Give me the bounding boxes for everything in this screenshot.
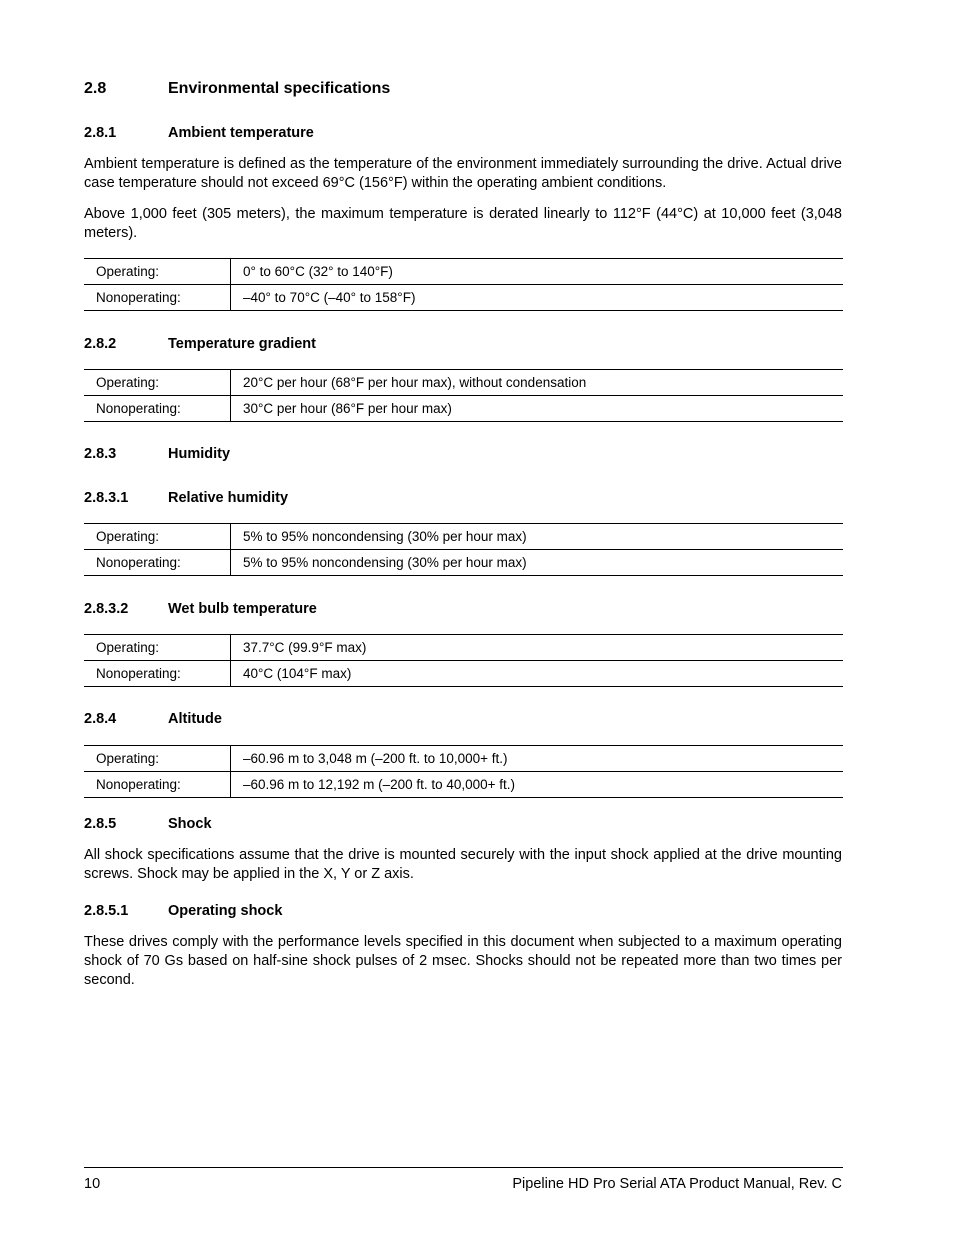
section-title: Ambient temperature (168, 125, 314, 141)
spec-value: 40°C (104°F max) (231, 661, 844, 687)
spec-label: Operating: (84, 370, 231, 396)
section-heading-2-8 (84, 80, 784, 100)
section-number: 2.8.1 (84, 125, 117, 141)
ambient-paragraph-1: Ambient temperature is defined as the temperature of the environment immediately surrounding the drive. Actual drive case temperature should not exceed 69°C (156°F) within the operating ambient conditions. (84, 156, 842, 191)
spec-label: Operating: (84, 746, 231, 772)
spec-value: 5% to 95% noncondensing (30% per hour max) (231, 550, 844, 576)
section-number: 2.8.4 (84, 711, 117, 727)
section-heading-2-8-5 (84, 816, 784, 834)
section-heading-2-8-3-1 (84, 490, 784, 508)
section-title: Shock (168, 816, 212, 832)
section-heading-2-8-3-2 (84, 601, 784, 619)
footer-rule (84, 1167, 843, 1168)
section-title: Temperature gradient (168, 336, 316, 352)
table-row (84, 524, 843, 550)
table-row (84, 635, 843, 661)
section-number: 2.8.2 (84, 336, 117, 352)
section-heading-2-8-2 (84, 336, 784, 354)
spec-value: –60.96 m to 3,048 m (–200 ft. to 10,000+ ft.) (231, 746, 844, 772)
ambient-paragraph-2: Above 1,000 feet (305 meters), the maximum temperature is derated linearly to 112°F (44°C) at 10,000 feet (3,048 meters). (84, 206, 842, 241)
table-row (84, 746, 843, 772)
spec-value: 0° to 60°C (32° to 140°F) (231, 259, 844, 285)
section-title: Environmental specifications (168, 80, 391, 97)
spec-value: 30°C per hour (86°F per hour max) (231, 396, 844, 422)
spec-value: –40° to 70°C (–40° to 158°F) (231, 285, 844, 311)
section-number: 2.8.3.1 (84, 490, 129, 506)
spec-label: Nonoperating: (84, 661, 231, 687)
section-heading-2-8-4 (84, 711, 784, 729)
shock-paragraph: All shock specifications assume that the drive is mounted securely with the input shock applied at the drive mounting screws. Shock may be applied in the X, Y or Z axis. (84, 847, 842, 882)
table-row (84, 285, 843, 311)
section-title: Altitude (168, 711, 222, 727)
section-title: Relative humidity (168, 490, 289, 506)
document-title: Pipeline HD Pro Serial ATA Product Manual, Rev. C (512, 1176, 842, 1192)
temperature-gradient-table (84, 369, 843, 422)
section-number: 2.8 (84, 80, 107, 97)
section-number: 2.8.5 (84, 816, 117, 832)
section-number: 2.8.3 (84, 446, 117, 462)
table-row (84, 259, 843, 285)
section-heading-2-8-1 (84, 125, 784, 143)
spec-value: 20°C per hour (68°F per hour max), without condensation (231, 370, 844, 396)
spec-value: 37.7°C (99.9°F max) (231, 635, 844, 661)
spec-label: Nonoperating: (84, 396, 231, 422)
ambient-temperature-table (84, 258, 843, 311)
page-number: 10 (84, 1176, 101, 1192)
table-row (84, 661, 843, 687)
spec-label: Nonoperating: (84, 285, 231, 311)
wet-bulb-temperature-table (84, 634, 843, 687)
spec-label: Operating: (84, 524, 231, 550)
table-row (84, 396, 843, 422)
section-title: Wet bulb temperature (168, 601, 317, 617)
section-heading-2-8-3 (84, 446, 784, 464)
altitude-table (84, 745, 843, 798)
section-number: 2.8.5.1 (84, 903, 129, 919)
spec-value: –60.96 m to 12,192 m (–200 ft. to 40,000+ ft.) (231, 772, 844, 798)
spec-label: Operating: (84, 259, 231, 285)
relative-humidity-table (84, 523, 843, 576)
section-heading-2-8-5-1 (84, 903, 784, 921)
spec-label: Operating: (84, 635, 231, 661)
section-title: Humidity (168, 446, 231, 462)
operating-shock-paragraph: These drives comply with the performance levels specified in this document when subjected to a maximum operating shock of 70 Gs based on half-sine shock pulses of 2 msec. Shocks should not be repeated more than two times per second. (84, 934, 842, 988)
table-row (84, 370, 843, 396)
spec-label: Nonoperating: (84, 772, 231, 798)
spec-label: Nonoperating: (84, 550, 231, 576)
section-title: Operating shock (168, 903, 283, 919)
table-row (84, 550, 843, 576)
table-row (84, 772, 843, 798)
section-number: 2.8.3.2 (84, 601, 129, 617)
spec-value: 5% to 95% noncondensing (30% per hour max) (231, 524, 844, 550)
